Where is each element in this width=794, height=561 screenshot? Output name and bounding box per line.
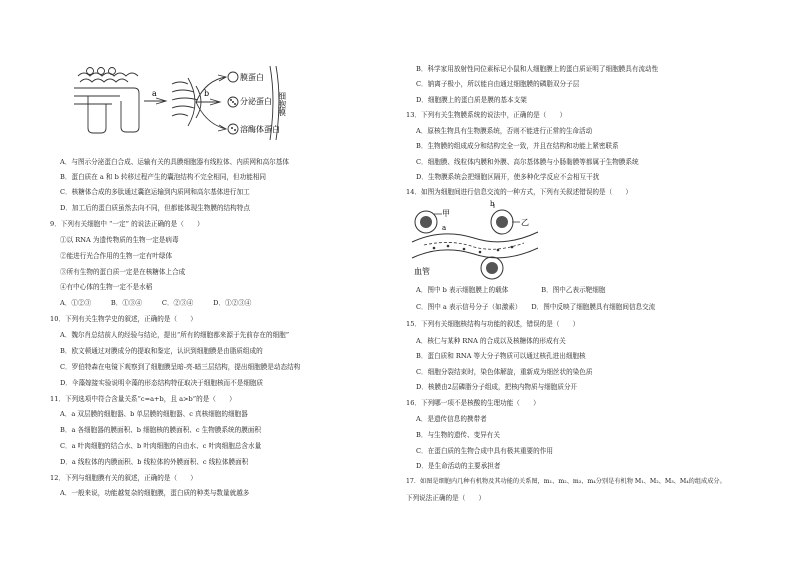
line: ①以 RNA 为遗传物质的生物一定是病毒 <box>60 236 179 244</box>
line: C．细胞分裂结束时，染色体解旋，重新成为细丝状的染色质 <box>416 368 593 376</box>
label-vessel: 血管 <box>414 267 430 276</box>
line: ④有中心体的生物一定不是水稻 <box>60 283 153 291</box>
cell-signaling-figure <box>404 200 544 282</box>
line: D．核膜由2层磷脂分子组成，把核内物质与细胞质分开 <box>416 383 578 391</box>
line: A．核仁与某种 RNA 的合成以及核糖体的形成有关 <box>416 337 566 345</box>
line: D．伞藻嫁接实验说明伞藻的形态结构特征取决于细胞核而不是细胞质 <box>60 379 264 387</box>
label-lysosome-protein: 溶酶体蛋白 <box>240 125 280 134</box>
label-secreted-protein: 分泌蛋白 <box>240 97 272 106</box>
line: A．与图示分泌蛋白合成、运输有关的具膜细胞器有线粒体、内质网和高尔基体 <box>60 158 289 166</box>
line: C．图中 a 表示信号分子（如激素） D．图中反映了细胞膜具有细胞间信息交流 <box>416 303 656 311</box>
line: 下列说法正确的是（ ） <box>406 494 486 502</box>
line: A．①②③ B．①③④ C．②③④ D．①②③④ <box>60 299 252 307</box>
line: A．a 双层膜的细胞器、b 单层膜的细胞器、c 真核细胞的细胞器 <box>60 410 248 418</box>
label-cell-membrane: 细胞膜 <box>277 92 287 116</box>
line: ②能进行光合作用的生物一定有叶绿体 <box>60 252 173 260</box>
line: 13．下列有关生物膜系统的说法中，正确的是（ ） <box>406 111 567 119</box>
line: A．魏尔肖总结前人的经验与结论，提出“所有的细胞都来源于先前存在的细胞” <box>60 331 290 339</box>
label-b: b <box>204 89 210 98</box>
line: C．核糖体合成的多肽通过囊泡运输到内质网和高尔基体进行加工 <box>60 188 250 196</box>
line: B．生物膜的组成成分和结构完全一致，并且在结构和功能上紧密联系 <box>416 142 619 150</box>
line: C．细胞膜、线粒体内膜和外膜、高尔基体膜与小肠黏膜等都属于生物膜系统 <box>416 158 639 166</box>
line: C．在蛋白质的生物合成中具有极其重要的作用 <box>416 447 553 455</box>
line: B．欧文顿通过对膜成分的提取和鉴定，认识到细胞膜是由脂质组成的 <box>60 347 263 355</box>
label-a: a <box>442 224 447 232</box>
line: B．科学家用放射性同位素标记小鼠和人细胞膜上的蛋白质证明了细胞膜具有流动性 <box>416 65 659 73</box>
line: 14．如图为细胞间进行信息交流的一种方式，下列有关叙述错误的是（ ） <box>406 188 632 196</box>
label-jia: 甲 <box>442 209 450 218</box>
label-b: b <box>490 200 495 208</box>
line: 17．如图是细胞内几种有机物及其功能的关系图，m₁、m₂、m₃、m₄分别是有机物 M₁、M₂、M₃、M₄的组成成分。 <box>406 478 726 485</box>
line: 16．下列哪一项不是核酸的生理功能（ ） <box>406 399 540 407</box>
line: A．是遗传信息的携带者 <box>416 415 487 423</box>
line: 10．下列有关生物学史的叙述，正确的是（ ） <box>50 315 197 323</box>
label-a: a <box>152 89 157 98</box>
line: 11．下列选项中符合含量关系“c=a+b，且 a>b”的是（ ） <box>50 395 236 403</box>
line: D．细胞膜上的蛋白质是膜的基本支架 <box>416 96 527 104</box>
line: 9．下列有关细胞中 “一定” 的说法正确的是（ ） <box>50 220 204 228</box>
line: C．钠离子极小，所以能自由通过细胞膜的磷脂双分子层 <box>416 80 580 88</box>
line: B．a 各细胞器的膜面积、b 细胞核的膜面积、c 生物膜系统的膜面积 <box>60 426 262 434</box>
line: A．原核生物具有生物膜系统，否则不能进行正常的生命活动 <box>416 127 593 135</box>
line: D．是生命活动的主要承担者 <box>416 462 501 470</box>
line: C．罗伯特森在电镜下观察到了细胞膜呈暗-亮-暗三层结构，提出细胞膜是动态结构 <box>60 363 301 371</box>
secretory-pathway-figure <box>68 62 308 144</box>
line: C．a 叶肉细胞的结合水、b 叶肉细胞的自由水、c 叶肉细胞总含水量 <box>60 442 262 450</box>
line: B．蛋白质在 a 和 b 转移过程产生的囊泡结构不完全相同，但功能相同 <box>60 173 267 181</box>
line: B．蛋白质和 RNA 等大分子物质可以通过核孔进出细胞核 <box>416 352 586 360</box>
line: ③所有生物的蛋白质一定是在核糖体上合成 <box>60 268 186 276</box>
line: 12．下列与细胞膜有关的叙述，正确的是（ ） <box>50 474 197 482</box>
line: B．与生物的遗传、变异有关 <box>416 431 500 439</box>
line: D．生物膜系统会把细胞区隔开，使多种化学反应不会相互干扰 <box>416 173 600 181</box>
line: D．a 线粒体的内膜面积、b 线粒体的外膜面积、c 线粒体膜面积 <box>60 458 249 466</box>
line: D．加工后的蛋白质虽然去向不同，但都能体现生物膜的结构特点 <box>60 204 250 212</box>
line: A．一般来说，功能越复杂的细胞膜，蛋白质的种类与数量就越多 <box>60 489 250 497</box>
line: 15．下列有关细胞核结构与功能的叙述，错误的是（ ） <box>406 320 580 328</box>
label-membrane-protein: 膜蛋白 <box>240 73 264 82</box>
label-yi: 乙 <box>521 218 529 227</box>
line: A．图中 b 表示细胞膜上的载体 B．图中乙表示靶细胞 <box>416 286 606 294</box>
